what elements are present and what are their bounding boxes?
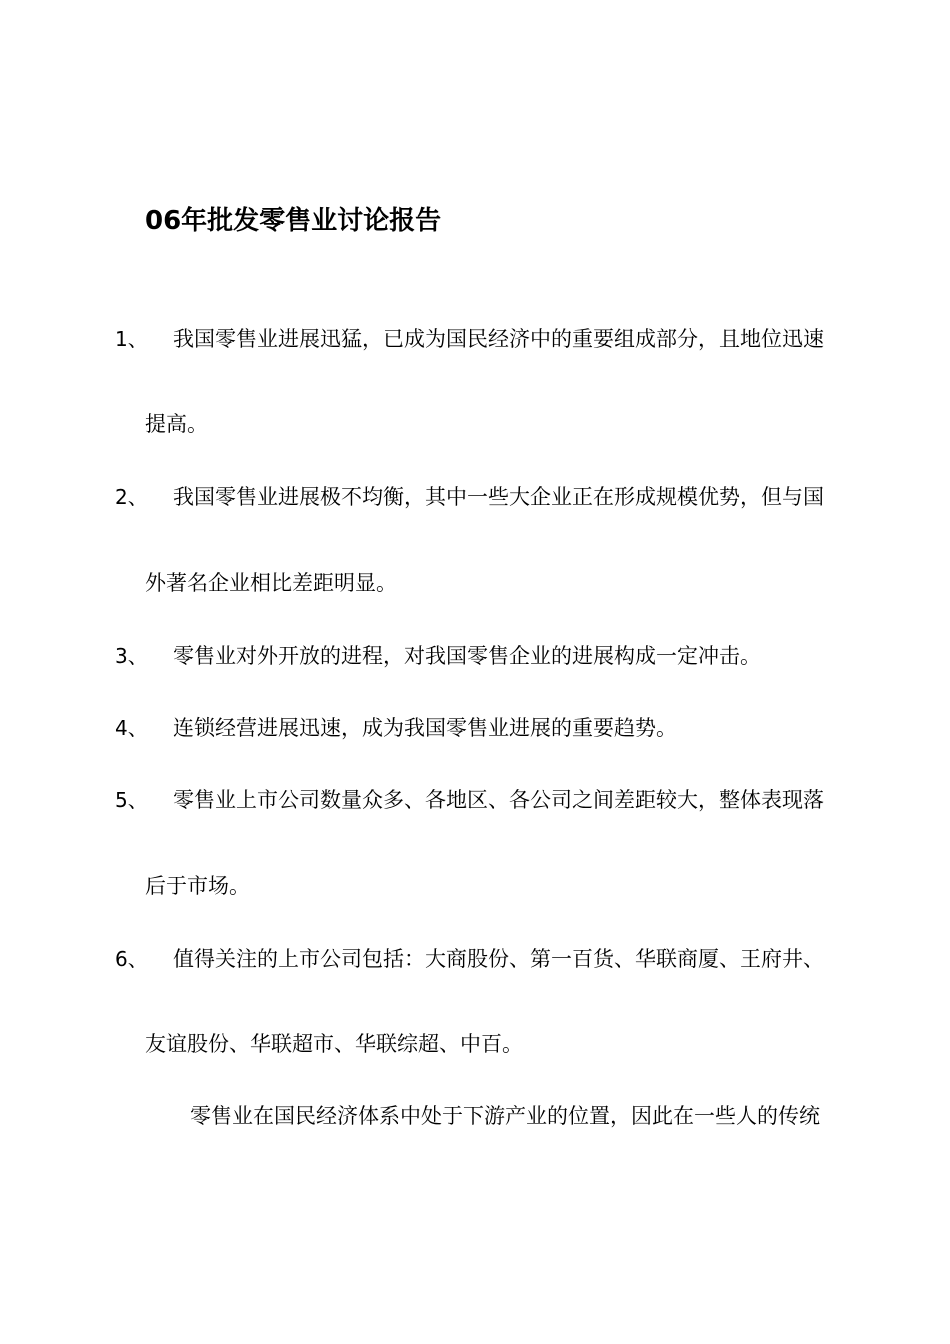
item-3-text-line-1: 零售业对外开放的进程，对我国零售企业的进展构成一定冲击。 — [173, 644, 761, 668]
body-paragraph-line: 零售业在国民经济体系中处于下游产业的位置，因此在一些人的传统 — [190, 1104, 820, 1128]
item-5-number: 5、 — [115, 788, 148, 812]
item-1-number: 1、 — [115, 327, 148, 351]
item-1-text-line-1: 我国零售业进展迅猛，已成为国民经济中的重要组成部分，且地位迅速 — [173, 327, 824, 351]
item-3-number: 3、 — [115, 644, 148, 668]
document-title: 06年批发零售业讨论报告 — [145, 206, 442, 236]
item-2-text-line-2: 外著名企业相比差距明显。 — [145, 571, 397, 595]
item-2-text-line-1: 我国零售业进展极不均衡，其中一些大企业正在形成规模优势，但与国 — [173, 485, 824, 509]
item-4-number: 4、 — [115, 716, 148, 740]
item-5-text-line-2: 后于市场。 — [145, 874, 250, 898]
item-1-text-line-2: 提高。 — [145, 412, 208, 436]
item-6-number: 6、 — [115, 947, 148, 971]
item-6-text-line-1: 值得关注的上市公司包括：大商股份、第一百货、华联商厦、王府井、 — [173, 947, 824, 971]
item-5-text-line-1: 零售业上市公司数量众多、各地区、各公司之间差距较大，整体表现落 — [173, 788, 824, 812]
item-6-text-line-2: 友谊股份、华联超市、华联综超、中百。 — [145, 1032, 523, 1056]
item-4-text-line-1: 连锁经营进展迅速，成为我国零售业进展的重要趋势。 — [173, 716, 677, 740]
item-2-number: 2、 — [115, 485, 148, 509]
